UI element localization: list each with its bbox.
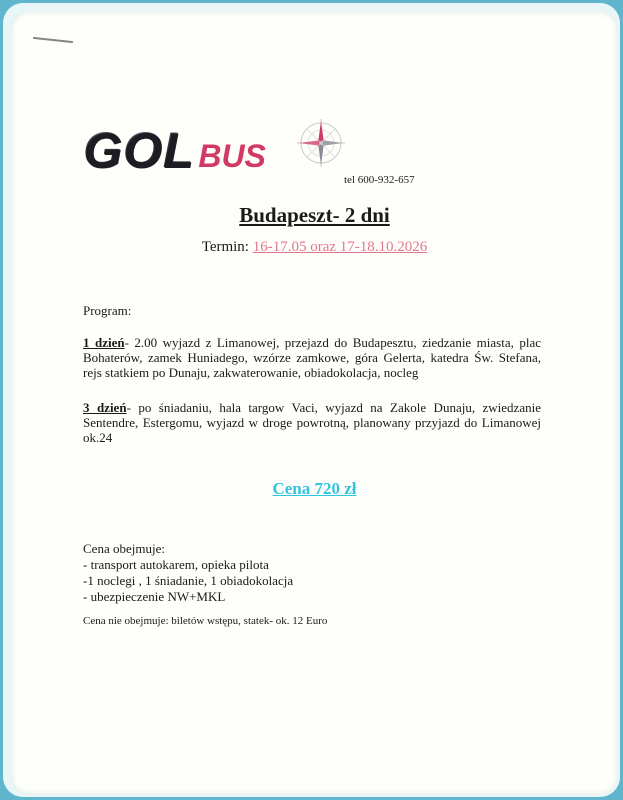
golbus-logo bbox=[83, 121, 266, 179]
page-title: Budapeszt- 2 dni bbox=[239, 203, 390, 227]
day-1-label: 1 dzień bbox=[83, 335, 125, 350]
price: Cena 720 zł bbox=[272, 479, 357, 498]
day-3-label: 3 dzień bbox=[83, 400, 127, 415]
phone-number: tel 600-932-657 bbox=[344, 174, 415, 186]
includes-item: - ubezpieczenie NW+MKL bbox=[83, 589, 226, 604]
day-1-paragraph bbox=[83, 335, 541, 380]
termin-label: Termin: bbox=[201, 239, 253, 255]
document-page bbox=[11, 11, 618, 795]
includes-block bbox=[83, 541, 293, 605]
document-frame bbox=[3, 3, 620, 797]
day-3-text: - po śniadaniu, hala targow Vaci, wyjazd na Zakole Dunaju, zwiedzanie Sentendre, Estergomu, wyjazd w droge powrotną, planowany przyjazd do Limanowej ok.24 bbox=[83, 400, 541, 445]
day-3-paragraph bbox=[83, 400, 541, 445]
program-label: Program: bbox=[83, 303, 132, 318]
termin-line bbox=[11, 239, 618, 256]
includes-item: - transport autokarem, opieka pilota bbox=[83, 557, 269, 572]
termin-dates: 16-17.05 oraz 17-18.10.2026 bbox=[252, 239, 428, 255]
includes-item: -1 noclegi , 1 śniadanie, 1 obiadokolacja bbox=[83, 573, 294, 588]
logo-accent-text: BUS bbox=[198, 138, 266, 174]
excludes-note: Cena nie obejmuje: biletów wstępu, statek- ok. 12 Euro bbox=[83, 615, 328, 627]
scan-mark bbox=[33, 37, 73, 43]
includes-label: Cena obejmuje: bbox=[83, 541, 165, 556]
logo-main-text: GOL bbox=[83, 122, 195, 178]
day-1-text: - 2.00 wyjazd z Limanowej, przejazd do Budapesztu, ziedzanie miasta, plac Bohaterów, zamek Huniadego, wzórze zamkowe, góra Gelerta, katedra Św. Stefana, rejs statkiem po Dunaju, zakwaterowanie, obiadokolacja, nocleg bbox=[83, 335, 541, 380]
compass-icon bbox=[293, 115, 349, 171]
